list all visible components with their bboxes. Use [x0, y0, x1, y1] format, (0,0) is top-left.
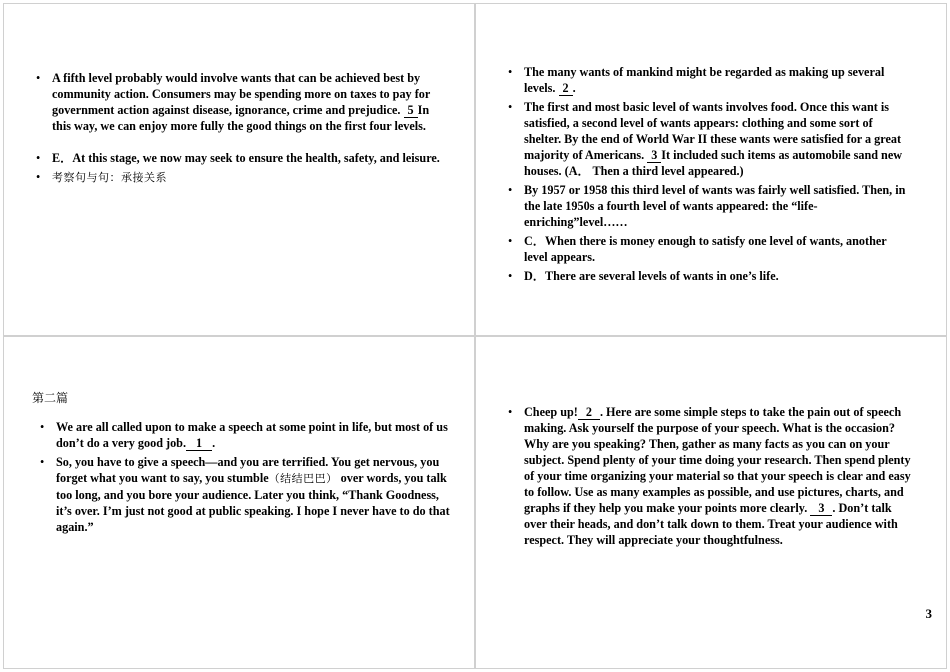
section-title: 第二篇 [32, 391, 69, 405]
list-item [506, 182, 911, 230]
item-text: A fifth level probably would involve wants that can be achieved best by community action. Consumers may be spending more on taxes to pay for government action against disease, ignorance, crime and prejudice. [52, 71, 431, 117]
item-text: We are all called upon to make a speech at some point in life, but most of us don’t do a very good job. [56, 420, 448, 450]
slide-panel-passage-two [3, 336, 475, 669]
list-item [38, 454, 456, 535]
list-item [506, 233, 911, 265]
item-text: C．When there is money enough to satisfy one level of wants, another level appears. [524, 234, 887, 264]
item-note: （结结巴巴） [268, 472, 338, 485]
bullet-list [34, 70, 449, 189]
item-text: In this way, we can enjoy more fully the good things on the first four levels. [52, 103, 430, 133]
list-item [34, 150, 449, 166]
list-item [506, 99, 911, 179]
list-item [506, 404, 914, 548]
item-text: . [212, 436, 216, 450]
item-text: over words, you talk too long, and you bore your audience. Later you think, “Thank Goodness, it’s over. I’m just not good at public speaking. I hope I never have to do that again.” [56, 471, 450, 534]
list-item [34, 70, 449, 134]
item-text: By 1957 or 1958 this third level of wants was fairly well satisfied. Then, in the late 1950s a fourth level of wants appeared: the “life-enriching”level…… [524, 183, 906, 229]
list-item [34, 169, 449, 186]
bullet-list [506, 404, 914, 551]
item-text: The first and most basic level of wants involves food. Once this want is satisfied, a second level of wants appears: clothing and some sort of shelter. By the end of World War II these wants were satisfied for a great majority of Americans. [524, 100, 902, 162]
bullet-list [38, 419, 456, 538]
slide-panel-speech-steps [475, 336, 947, 669]
list-item [38, 419, 456, 451]
list-item [506, 268, 911, 284]
answer-blank: 2 [559, 82, 573, 96]
item-text: E．At this stage, we now may seek to ensure the health, safety, and leisure. [52, 151, 440, 165]
item-note: 考察句与句：承接关系 [52, 171, 167, 184]
item-text: . [572, 81, 576, 95]
bullet-list [506, 64, 911, 287]
item-text: Cheep up! [524, 405, 578, 419]
page-number: 3 [925, 606, 932, 621]
answer-blank: 2 [578, 406, 600, 420]
answer-blank: 1 [186, 437, 212, 451]
slide-panel-levels-of-wants [475, 3, 947, 336]
item-text: . Here are some simple steps to take the pain out of speech making. Ask yourself the purpose of your speech. What is the occasion? Why are you speaking? Then, gather as many facts as you can on your subject. Spend plenty of your time doing your research. Then spend plenty of your time organizing your material so that your speech is clear and easy to follow. Use as many examples as possible, and use pictures, charts, and graphs if they help you make your points more clearly. [524, 405, 911, 515]
answer-blank: 3 [810, 502, 832, 516]
slide-panel-fifth-level [3, 3, 475, 336]
item-text: So, you have to give a speech—and you are terrified. You get nervous, you forget what you want to say, you stumble [56, 455, 440, 485]
answer-blank: 5 [404, 104, 418, 118]
item-text: The many wants of mankind might be regarded as making up several levels. [524, 65, 885, 95]
list-item [506, 64, 911, 96]
item-text: It included such items as automobile sand new houses. (A． Then a third level appeared.) [524, 148, 903, 178]
item-text: . Don’t talk over their heads, and don’t talk down to them. Treat your audience with respect. They will appreciate your thoughtfulness. [524, 501, 898, 547]
answer-blank: 3 [647, 149, 661, 163]
item-text: D．There are several levels of wants in one’s life. [524, 269, 779, 283]
